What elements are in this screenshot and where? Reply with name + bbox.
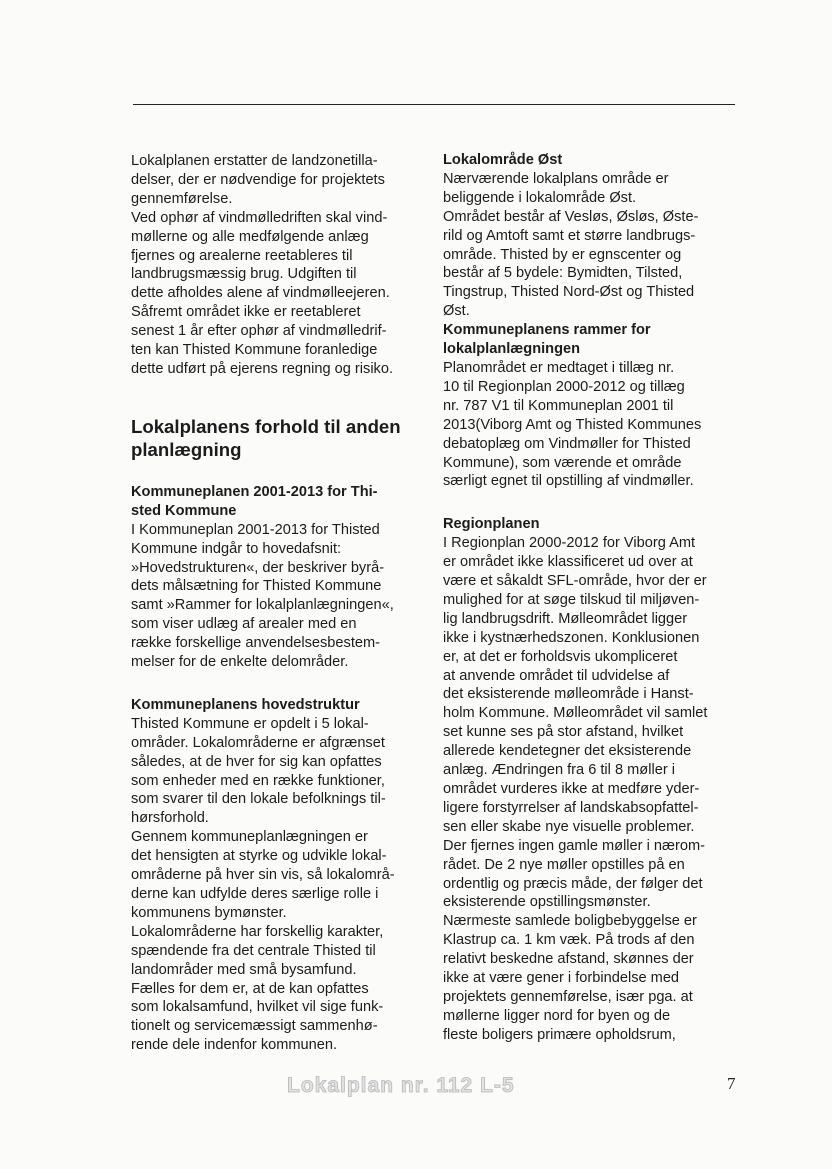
text-line: områderne på hver sin vis, så lokalområ-	[131, 867, 395, 884]
text-line: tionelt og servicemæssigt sammenhø-	[131, 1018, 378, 1035]
text-line: spændende fra det centrale Thisted til	[131, 942, 376, 959]
text-line: beliggende i lokalområde Øst.	[443, 189, 637, 206]
text-line: set kunne ses på stor afstand, hvilket	[443, 724, 684, 741]
text-line: lokalplanlægningen	[443, 341, 581, 358]
text-line: Planområdet er medtaget i tillæg nr.	[443, 359, 675, 376]
text-line: ligere forstyrrelser af landskabsopfattel-	[443, 799, 699, 816]
text-line: række forskellige anvendelsesbestem-	[131, 635, 381, 652]
regionplan-paragraph-1	[443, 534, 743, 912]
text-line: debatoplæg om Vindmøller for Thisted	[443, 435, 691, 452]
text-line: Fælles for dem er, at de kan opfattes	[131, 980, 369, 997]
text-line: Kommuneplanens rammer for	[443, 322, 651, 339]
text-line: som lokalsamfund, hvilket vil sige funk-	[131, 999, 384, 1016]
text-line: 10 til Regionplan 2000-2012 og tillæg	[443, 378, 685, 395]
text-line: særligt egnet til opstilling af vindmøller.	[443, 473, 694, 490]
text-line: Øst.	[443, 303, 470, 320]
hovedstruktur-paragraph-3	[131, 923, 431, 1055]
text-line: Lokalområderne har forskellig karakter,	[131, 923, 384, 940]
page-number: 7	[727, 1074, 736, 1093]
text-line: møllerne og alle medfølgende anlæg	[131, 228, 369, 245]
text-line: er, at det er forholdsvis ukompliceret	[443, 648, 678, 665]
text-line: projektets gennemførelse, især pga. at	[443, 988, 693, 1005]
text-line: Lokalplanens forhold til anden	[131, 415, 401, 437]
kommuneplan-paragraph	[131, 521, 431, 672]
text-line: I Regionplan 2000-2012 for Viborg Amt	[443, 535, 696, 552]
left-column	[131, 152, 431, 1055]
text-line: Der fjernes ingen gamle møller i nærom-	[443, 837, 705, 854]
text-line: dette udført på ejerens regning og risiko.	[131, 360, 394, 377]
text-line: således, at de hver for sig kan opfattes	[131, 753, 382, 770]
text-line: Kommune indgår to hovedafsnit:	[131, 540, 342, 557]
text-line: delser, der er nødvendige for projektets	[131, 171, 385, 188]
text-line: derne kan udfylde deres særlige rolle i	[131, 886, 379, 902]
text-line: ten kan Thisted Kommune foranledige	[131, 342, 378, 359]
text-line: være et såkaldt SFL-område, hvor der er	[443, 573, 707, 590]
text-line: anlæg. Ændringen fra 6 til 8 møller i	[443, 762, 675, 779]
text-line: Kommuneplanen 2001-2013 for Thi-	[131, 483, 378, 500]
text-line: melser for de enkelte delområder.	[131, 654, 349, 671]
text-line: fjernes og arealerne reetableres til	[131, 247, 353, 264]
text-line: området vurderes ikke at medføre yder-	[443, 781, 700, 797]
text-line: som svarer til den lokale befolknings til-	[131, 791, 386, 808]
text-line: Nærværende lokalplans område er	[443, 170, 669, 187]
text-line: område. Thisted by er egnscenter og	[443, 246, 682, 263]
kommuneplan-heading	[131, 483, 431, 521]
text-line: planlægning	[131, 439, 242, 461]
text-line: Lokalplanen erstatter de landzonetilla-	[131, 153, 378, 169]
text-line: lig landbrugsdrift. Mølleområdet ligger	[443, 610, 688, 627]
text-line: samt »Rammer for lokalplanlægningen«,	[131, 597, 394, 614]
text-line: Området består af Vesløs, Øsløs, Øste-	[443, 208, 699, 225]
rammer-paragraph	[443, 359, 743, 491]
regionplan-heading: Regionplanen	[443, 516, 540, 533]
lokalomraade-paragraph-1	[443, 170, 743, 208]
rammer-heading	[443, 321, 743, 359]
regionplan-paragraph-2	[443, 912, 743, 1044]
text-line: »Hovedstrukturen«, der beskriver byrå-	[131, 559, 385, 576]
text-line: holm Kommune. Mølleområdet vil samlet	[443, 705, 708, 722]
text-line: hørsforhold.	[131, 810, 209, 827]
text-line: som enheder med en række funktioner,	[131, 772, 385, 789]
text-line: senest 1 år efter ophør af vindmølledrif-	[131, 323, 387, 340]
text-line: kommunens bymønster.	[131, 904, 287, 921]
text-line: fleste boligers primære opholdsrum,	[443, 1026, 676, 1043]
text-line: landområder med små bysamfund.	[131, 961, 357, 978]
text-line: møllerne ligger nord for byen og de	[443, 1007, 671, 1024]
text-line: at anvende området til udvidelse af	[443, 667, 670, 684]
text-line: relativt beskedne afstand, skønnes der	[443, 951, 694, 968]
decommission-paragraph	[131, 209, 431, 379]
header-rule	[133, 104, 735, 105]
text-line: Thisted Kommune er opdelt i 5 lokal-	[131, 715, 369, 732]
text-line: I Kommuneplan 2001-2013 for Thisted	[131, 521, 380, 538]
text-line: er området ikke klassificeret ud over at	[443, 554, 693, 571]
text-line: består af 5 bydele: Bymidten, Tilsted,	[443, 265, 683, 282]
text-line: Såfremt området ikke er reetableret	[131, 304, 361, 321]
text-line: det hensigten at styrke og udvikle lokal-	[131, 848, 387, 865]
text-line: ikke i kystnærhedszonen. Konklusionen	[443, 629, 700, 646]
text-line: Ved ophør af vindmølledriften skal vind-	[131, 209, 388, 226]
text-line: dette afholdes alene af vindmølleejeren.	[131, 285, 390, 302]
text-line: dets målsætning for Thisted Kommune	[131, 578, 382, 595]
text-line: ikke at være gener i forbindelse med	[443, 970, 680, 987]
text-line: Nærmeste samlede boligbebyggelse er	[443, 913, 697, 930]
text-line: gennemførelse.	[131, 190, 233, 207]
hovedstruktur-heading: Kommuneplanens hovedstruktur	[131, 696, 360, 713]
text-line: rende dele indenfor kommunen.	[131, 1037, 338, 1054]
text-line: Tingstrup, Thisted Nord-Øst og Thisted	[443, 284, 695, 301]
text-line: områder. Lokalområderne er afgrænset	[131, 734, 385, 751]
text-line: eksisterende opstillingsmønster.	[443, 894, 651, 911]
text-line: landbrugsmæssig brug. Udgiften til	[131, 266, 357, 283]
text-line: ordentlig og præcis måde, der følger det	[443, 875, 703, 892]
text-line: allerede kendetegner det eksisterende	[443, 743, 692, 760]
text-line: som viser udlæg af arealer med en	[131, 616, 357, 633]
lokalomraade-heading: Lokalområde Øst	[443, 152, 563, 168]
section-heading	[131, 415, 431, 462]
text-line: sen eller skabe nye visuelle problemer.	[443, 818, 695, 835]
hovedstruktur-paragraph-1	[131, 715, 431, 828]
footer-title: Lokalplan nr. 112 L-5	[287, 1074, 515, 1097]
text-line: det eksisterende mølleområde i Hanst-	[443, 686, 694, 703]
text-line: nr. 787 V1 til Kommuneplan 2001 til	[443, 397, 674, 414]
text-line: Gennem kommuneplanlægningen er	[131, 829, 368, 846]
text-line: 2013(Viborg Amt og Thisted Kommunes	[443, 416, 702, 433]
text-line: Kommune), som værende et område	[443, 454, 682, 471]
right-column	[443, 151, 743, 1045]
text-line: mulighed for at søge tilskud til miljøven-	[443, 591, 700, 608]
text-line: Klastrup ca. 1 km væk. På trods af den	[443, 932, 695, 949]
hovedstruktur-paragraph-2	[131, 828, 431, 923]
text-line: sted Kommune	[131, 502, 237, 519]
lokalomraade-paragraph-2	[443, 208, 743, 321]
intro-paragraph	[131, 152, 431, 209]
text-line: rild og Amtoft samt et større landbrugs-	[443, 227, 696, 244]
text-line: rådet. De 2 nye møller opstilles på en	[443, 856, 685, 873]
